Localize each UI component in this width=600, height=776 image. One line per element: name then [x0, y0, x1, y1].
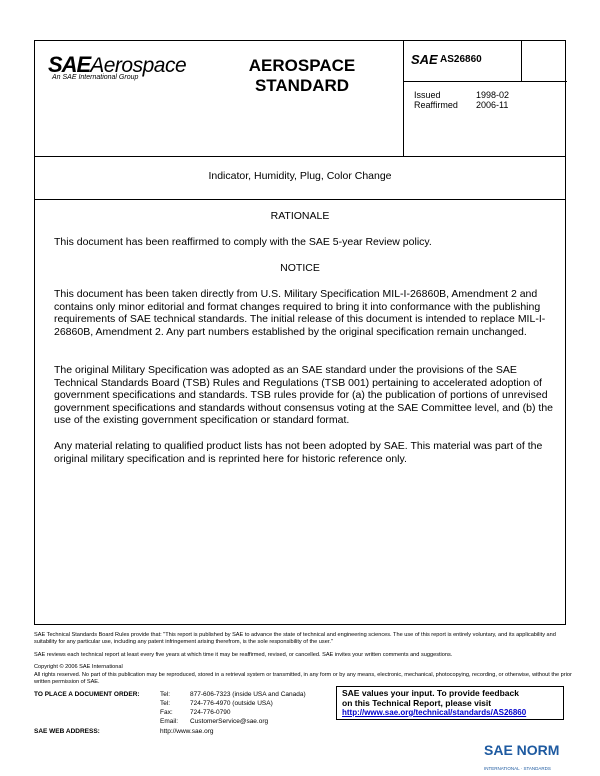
- email-label: Email:: [160, 718, 179, 725]
- feedback-line-2: on this Technical Report, please visit: [342, 698, 492, 708]
- divider: [521, 41, 522, 81]
- logo-tagline: An SAE International Group: [52, 74, 139, 81]
- divider: [403, 41, 404, 156]
- reaffirmed-value: 2006-11: [476, 100, 509, 110]
- logo-aerospace: Aerospace: [90, 54, 187, 77]
- doc-sae-logo: SAE: [411, 52, 438, 67]
- divider: [403, 81, 567, 82]
- tel2-label: Tel:: [160, 700, 171, 707]
- sae-norm-logo: [484, 742, 559, 760]
- issued-value: 1998-02: [476, 90, 510, 100]
- standard-title-line2: STANDARD: [254, 76, 350, 95]
- feedback-link[interactable]: http://www.sae.org/technical/standards/AS26860: [342, 708, 527, 717]
- divider: [35, 199, 565, 200]
- brand-subtitle: INTERNATIONAL · STANDARDS: [484, 766, 551, 771]
- rights-statement: All rights reserved. No part of this publication may be reproduced, stored in a retrieval system or transmitted, in any form or by any means, electronic, mechanical, photocopying, recording, or otherwise, without the prior written permission of SAE.: [34, 672, 572, 686]
- tsb-disclaimer: SAE Technical Standards Board Rules provide that: "This report is published by SAE to advance the state of technical and engineering sciences. The use of this report is entirely voluntary, and its applicability and suitability for any particular use, including any patent infringement arising therefrom, is the sole responsibility of the user.": [34, 632, 556, 646]
- standard-title-line1: AEROSPACE: [248, 56, 356, 75]
- tel-value: 877-606-7323 (inside USA and Canada): [190, 691, 306, 698]
- issued-label: Issued: [414, 90, 441, 100]
- brand-norm: SAE NORM: [484, 742, 560, 758]
- web-label: SAE WEB ADDRESS:: [34, 728, 100, 735]
- fax-value: 724-776-0790: [190, 709, 231, 716]
- order-label: TO PLACE A DOCUMENT ORDER:: [34, 691, 140, 698]
- document-number: AS26860: [440, 54, 482, 65]
- notice-paragraph-2: The original Military Specification was adopted as an SAE standard under the provisions of the SAE Technical Standards Board (TSB) Rules and Regulations (TSB 001) pertaining to accelerated adoption of government specifications and standards. TSB rules provide for (a) the publication of portions of unrevised government specifications and standards without consensus voting at the SAE Committee level, and (b) the use of the existing government specification or standard format.: [54, 364, 554, 427]
- divider: [35, 156, 565, 157]
- notice-heading: NOTICE: [280, 262, 320, 274]
- email-value[interactable]: CustomerService@sae.org: [190, 718, 269, 725]
- rationale-heading: RATIONALE: [270, 210, 330, 222]
- review-notice: SAE reviews each technical report at least every five years at which time it may be reaffirmed, revised, or cancelled. SAE invites your written comments and suggestions.: [34, 652, 453, 658]
- notice-paragraph-3: Any material relating to qualified product lists has not been adopted by SAE. This material was part of the original military specification and is reprinted here for historic reference only.: [54, 440, 543, 465]
- standard-title: [222, 56, 382, 96]
- fax-label: Fax:: [160, 709, 173, 716]
- notice-paragraph-1: This document has been taken directly from U.S. Military Specification MIL-I-26860B, Amendment 2 and contains only minor editorial and format changes required to bring it into conformance with the publishing requirements of SAE technical standards. The initial release of this document is intended to replace MIL-I-26860B, Amendment 2. Any part numbers established by the original specification remain unchanged.: [54, 288, 546, 338]
- feedback-line-1: SAE values your input. To provide feedback: [342, 688, 519, 698]
- document-subject: Indicator, Humidity, Plug, Color Change: [208, 170, 392, 182]
- tel-label: Tel:: [160, 691, 171, 698]
- tel2-value: 724-776-4970 (outside USA): [190, 700, 273, 707]
- rationale-text: This document has been reaffirmed to comply with the SAE 5-year Review policy.: [54, 236, 432, 248]
- web-value[interactable]: http://www.sae.org: [160, 728, 214, 735]
- copyright: Copyright © 2006 SAE International: [34, 664, 123, 670]
- logo-sae: SAE: [48, 52, 91, 77]
- feedback-text: [342, 688, 519, 708]
- reaffirmed-label: Reaffirmed: [414, 100, 458, 110]
